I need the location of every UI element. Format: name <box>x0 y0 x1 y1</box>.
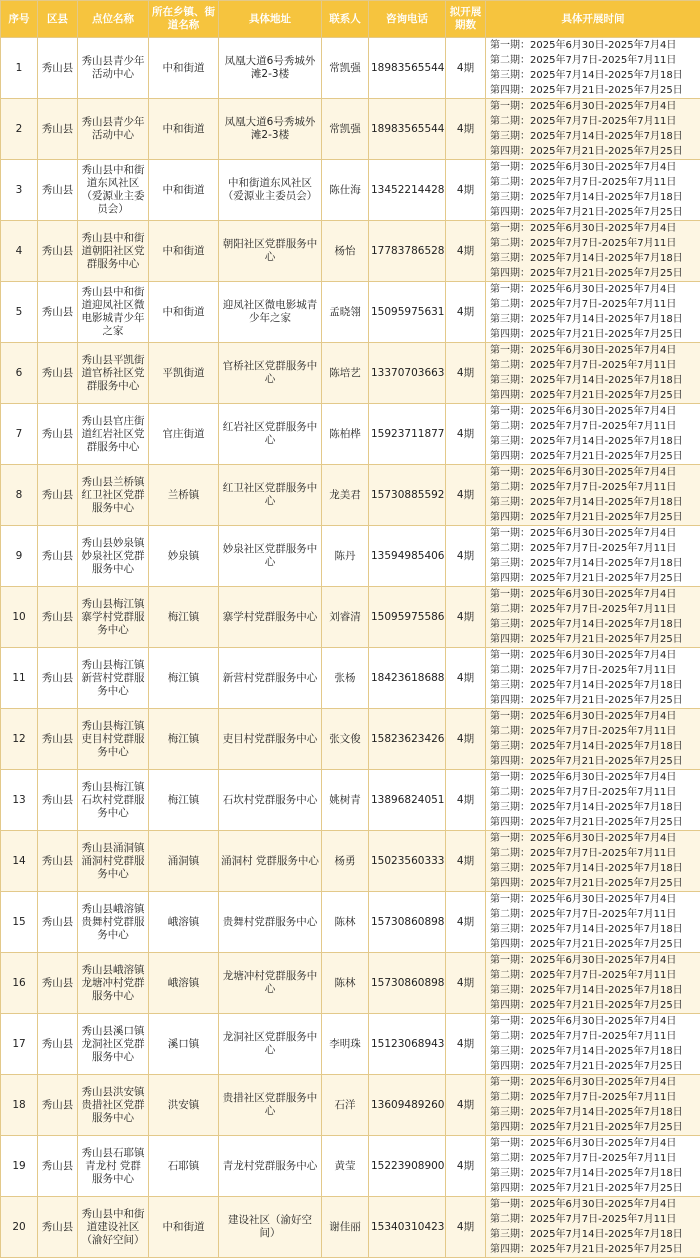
row-schedule <box>486 526 700 587</box>
schedule-period: 第三期：2025年7月14日-2025年7月18日 <box>490 800 700 815</box>
schedule-period: 第四期：2025年7月21日-2025年7月25日 <box>490 876 700 891</box>
row-schedule <box>486 831 700 892</box>
row-address: 迎凤社区微电影城青少年之家 <box>219 282 322 343</box>
row-contact: 张杨 <box>322 648 369 709</box>
table-row <box>1 1136 700 1197</box>
row-period-count: 4期 <box>446 648 486 709</box>
schedule-period: 第一期：2025年6月30日-2025年7月4日 <box>490 587 700 602</box>
schedule-period: 第四期：2025年7月21日-2025年7月25日 <box>490 571 700 586</box>
row-no: 16 <box>1 953 38 1014</box>
row-address: 龙洞社区党群服务中心 <box>219 1014 322 1075</box>
row-contact: 常凯强 <box>322 38 369 99</box>
row-county: 秀山县 <box>38 1197 78 1258</box>
row-phone: 15730885592 <box>369 465 446 526</box>
row-town: 涌洞镇 <box>149 831 219 892</box>
row-phone: 15923711877 <box>369 404 446 465</box>
schedule-period: 第一期：2025年6月30日-2025年7月4日 <box>490 1014 700 1029</box>
row-schedule <box>486 465 700 526</box>
row-site-name: 秀山县官庄街道红岩社区党群服务中心 <box>78 404 149 465</box>
row-site-name: 秀山县峨溶镇贵舞村党群服务中心 <box>78 892 149 953</box>
row-town: 平凯街道 <box>149 343 219 404</box>
row-county: 秀山县 <box>38 221 78 282</box>
row-phone: 13452214428 <box>369 160 446 221</box>
row-site-name: 秀山县平凯街道官桥社区党群服务中心 <box>78 343 149 404</box>
schedule-period: 第一期：2025年6月30日-2025年7月4日 <box>490 953 700 968</box>
schedule-period: 第一期：2025年6月30日-2025年7月4日 <box>490 892 700 907</box>
table-row <box>1 1075 700 1136</box>
schedule-period: 第一期：2025年6月30日-2025年7月4日 <box>490 160 700 175</box>
schedule-period: 第一期：2025年6月30日-2025年7月4日 <box>490 221 700 236</box>
row-site-name: 秀山县中和街道朝阳社区党群服务中心 <box>78 221 149 282</box>
row-phone: 15095975631 <box>369 282 446 343</box>
row-contact: 谢佳丽 <box>322 1197 369 1258</box>
row-town: 中和街道 <box>149 1197 219 1258</box>
row-contact: 常凯强 <box>322 99 369 160</box>
row-town: 峨溶镇 <box>149 953 219 1014</box>
schedule-period: 第一期：2025年6月30日-2025年7月4日 <box>490 343 700 358</box>
schedule-period: 第四期：2025年7月21日-2025年7月25日 <box>490 754 700 769</box>
table-row <box>1 38 700 99</box>
row-county: 秀山县 <box>38 892 78 953</box>
row-county: 秀山县 <box>38 160 78 221</box>
table-row <box>1 99 700 160</box>
row-county: 秀山县 <box>38 465 78 526</box>
row-town: 梅江镇 <box>149 648 219 709</box>
table-row <box>1 465 700 526</box>
schedule-period: 第一期：2025年6月30日-2025年7月4日 <box>490 709 700 724</box>
row-schedule <box>486 1014 700 1075</box>
row-phone: 15123068943 <box>369 1014 446 1075</box>
schedule-period: 第一期：2025年6月30日-2025年7月4日 <box>490 526 700 541</box>
row-phone: 13896824051 <box>369 770 446 831</box>
table-row <box>1 892 700 953</box>
row-county: 秀山县 <box>38 709 78 770</box>
row-town: 梅江镇 <box>149 709 219 770</box>
row-no: 9 <box>1 526 38 587</box>
row-contact: 陈丹 <box>322 526 369 587</box>
row-no: 19 <box>1 1136 38 1197</box>
row-period-count: 4期 <box>446 1014 486 1075</box>
row-town: 中和街道 <box>149 38 219 99</box>
row-no: 10 <box>1 587 38 648</box>
row-site-name: 秀山县石耶镇青龙村 党群服务中心 <box>78 1136 149 1197</box>
schedule-period: 第二期：2025年7月7日-2025年7月11日 <box>490 53 700 68</box>
row-county: 秀山县 <box>38 953 78 1014</box>
schedule-period: 第二期：2025年7月7日-2025年7月11日 <box>490 297 700 312</box>
row-phone: 17783786528 <box>369 221 446 282</box>
schedule-period: 第三期：2025年7月14日-2025年7月18日 <box>490 1227 700 1242</box>
row-phone: 15095975586 <box>369 587 446 648</box>
schedule-period: 第一期：2025年6月30日-2025年7月4日 <box>490 1075 700 1090</box>
schedule-period: 第二期：2025年7月7日-2025年7月11日 <box>490 1212 700 1227</box>
row-site-name: 秀山县中和街道建设社区（渝好空间） <box>78 1197 149 1258</box>
row-site-name: 秀山县洪安镇贵措社区党群服务中心 <box>78 1075 149 1136</box>
header-site-name: 点位名称 <box>78 1 149 38</box>
row-contact: 杨怡 <box>322 221 369 282</box>
row-phone: 15823623426 <box>369 709 446 770</box>
row-no: 1 <box>1 38 38 99</box>
row-schedule <box>486 648 700 709</box>
schedule-period: 第三期：2025年7月14日-2025年7月18日 <box>490 861 700 876</box>
row-phone: 15730860898 <box>369 892 446 953</box>
row-schedule <box>486 221 700 282</box>
schedule-period: 第二期：2025年7月7日-2025年7月11日 <box>490 846 700 861</box>
schedule-period: 第四期：2025年7月21日-2025年7月25日 <box>490 1242 700 1257</box>
row-no: 6 <box>1 343 38 404</box>
schedule-period: 第二期：2025年7月7日-2025年7月11日 <box>490 1029 700 1044</box>
row-county: 秀山县 <box>38 526 78 587</box>
row-town: 洪安镇 <box>149 1075 219 1136</box>
row-period-count: 4期 <box>446 99 486 160</box>
row-address: 寨学村党群服务中心 <box>219 587 322 648</box>
schedule-period: 第二期：2025年7月7日-2025年7月11日 <box>490 175 700 190</box>
schedule-period: 第四期：2025年7月21日-2025年7月25日 <box>490 266 700 281</box>
row-site-name: 秀山县梅江镇吏目村党群服务中心 <box>78 709 149 770</box>
table-row <box>1 282 700 343</box>
row-site-name: 秀山县梅江镇新营村党群服务中心 <box>78 648 149 709</box>
row-period-count: 4期 <box>446 1075 486 1136</box>
row-address: 凤凰大道6号秀城外滩2-3楼 <box>219 99 322 160</box>
row-site-name: 秀山县青少年活动中心 <box>78 99 149 160</box>
table-row <box>1 1014 700 1075</box>
row-town: 官庄街道 <box>149 404 219 465</box>
row-contact: 李明珠 <box>322 1014 369 1075</box>
row-phone: 13594985406 <box>369 526 446 587</box>
row-no: 20 <box>1 1197 38 1258</box>
schedule-period: 第三期：2025年7月14日-2025年7月18日 <box>490 190 700 205</box>
row-no: 18 <box>1 1075 38 1136</box>
row-phone: 15730860898 <box>369 953 446 1014</box>
schedule-period: 第四期：2025年7月21日-2025年7月25日 <box>490 937 700 952</box>
schedule-period: 第四期：2025年7月21日-2025年7月25日 <box>490 998 700 1013</box>
schedule-period: 第二期：2025年7月7日-2025年7月11日 <box>490 663 700 678</box>
schedule-period: 第一期：2025年6月30日-2025年7月4日 <box>490 831 700 846</box>
schedule-period: 第三期：2025年7月14日-2025年7月18日 <box>490 373 700 388</box>
row-period-count: 4期 <box>446 221 486 282</box>
row-no: 12 <box>1 709 38 770</box>
schedule-period: 第二期：2025年7月7日-2025年7月11日 <box>490 358 700 373</box>
row-site-name: 秀山县梅江镇寨学村党群服务中心 <box>78 587 149 648</box>
schedule-period: 第一期：2025年6月30日-2025年7月4日 <box>490 770 700 785</box>
row-address: 妙泉社区党群服务中心 <box>219 526 322 587</box>
row-phone: 15223908900 <box>369 1136 446 1197</box>
row-town: 峨溶镇 <box>149 892 219 953</box>
row-no: 8 <box>1 465 38 526</box>
row-schedule <box>486 709 700 770</box>
row-contact: 陈林 <box>322 953 369 1014</box>
schedule-period: 第三期：2025年7月14日-2025年7月18日 <box>490 983 700 998</box>
schedule-period: 第三期：2025年7月14日-2025年7月18日 <box>490 434 700 449</box>
row-county: 秀山县 <box>38 1014 78 1075</box>
row-phone: 13370703663 <box>369 343 446 404</box>
table-row <box>1 709 700 770</box>
row-county: 秀山县 <box>38 282 78 343</box>
row-site-name: 秀山县中和街道迎凤社区微电影城青少年之家 <box>78 282 149 343</box>
row-address: 龙塘冲村党群服务中心 <box>219 953 322 1014</box>
schedule-period: 第二期：2025年7月7日-2025年7月11日 <box>490 480 700 495</box>
row-schedule <box>486 587 700 648</box>
schedule-period: 第三期：2025年7月14日-2025年7月18日 <box>490 1044 700 1059</box>
row-address: 涌洞村 党群服务中心 <box>219 831 322 892</box>
row-county: 秀山县 <box>38 831 78 892</box>
schedule-period: 第二期：2025年7月7日-2025年7月11日 <box>490 1151 700 1166</box>
schedule-period: 第一期：2025年6月30日-2025年7月4日 <box>490 1136 700 1151</box>
row-schedule <box>486 1136 700 1197</box>
row-address: 红卫社区党群服务中心 <box>219 465 322 526</box>
table-row <box>1 526 700 587</box>
row-period-count: 4期 <box>446 38 486 99</box>
row-schedule <box>486 160 700 221</box>
header-phone: 咨询电话 <box>369 1 446 38</box>
schedule-period: 第三期：2025年7月14日-2025年7月18日 <box>490 922 700 937</box>
row-site-name: 秀山县峨溶镇龙塘冲村党群服务中心 <box>78 953 149 1014</box>
row-schedule <box>486 343 700 404</box>
schedule-period: 第二期：2025年7月7日-2025年7月11日 <box>490 785 700 800</box>
row-no: 5 <box>1 282 38 343</box>
schedule-period: 第二期：2025年7月7日-2025年7月11日 <box>490 236 700 251</box>
schedule-period: 第三期：2025年7月14日-2025年7月18日 <box>490 1105 700 1120</box>
row-no: 3 <box>1 160 38 221</box>
schedule-period: 第四期：2025年7月21日-2025年7月25日 <box>490 327 700 342</box>
schedule-period: 第四期：2025年7月21日-2025年7月25日 <box>490 693 700 708</box>
schedule-period: 第二期：2025年7月7日-2025年7月11日 <box>490 114 700 129</box>
row-address: 凤凰大道6号秀城外滩2-3楼 <box>219 38 322 99</box>
schedule-period: 第三期：2025年7月14日-2025年7月18日 <box>490 678 700 693</box>
row-site-name: 秀山县溪口镇龙洞社区党群服务中心 <box>78 1014 149 1075</box>
row-site-name: 秀山县中和街道东风社区（爱源业主委员会） <box>78 160 149 221</box>
schedule-period: 第四期：2025年7月21日-2025年7月25日 <box>490 815 700 830</box>
row-schedule <box>486 953 700 1014</box>
row-county: 秀山县 <box>38 99 78 160</box>
schedule-period: 第一期：2025年6月30日-2025年7月4日 <box>490 404 700 419</box>
schedule-period: 第二期：2025年7月7日-2025年7月11日 <box>490 907 700 922</box>
row-contact: 刘睿清 <box>322 587 369 648</box>
row-contact: 陈林 <box>322 892 369 953</box>
row-period-count: 4期 <box>446 587 486 648</box>
row-contact: 张文俊 <box>322 709 369 770</box>
row-contact: 陈培艺 <box>322 343 369 404</box>
row-phone: 15340310423 <box>369 1197 446 1258</box>
schedule-period: 第三期：2025年7月14日-2025年7月18日 <box>490 556 700 571</box>
table-row <box>1 1197 700 1258</box>
row-town: 中和街道 <box>149 221 219 282</box>
header-address: 具体地址 <box>219 1 322 38</box>
schedule-period: 第三期：2025年7月14日-2025年7月18日 <box>490 251 700 266</box>
row-town: 梅江镇 <box>149 770 219 831</box>
row-county: 秀山县 <box>38 1136 78 1197</box>
schedule-period: 第一期：2025年6月30日-2025年7月4日 <box>490 1197 700 1212</box>
row-county: 秀山县 <box>38 587 78 648</box>
row-town: 石耶镇 <box>149 1136 219 1197</box>
row-site-name: 秀山县涌洞镇涌洞村党群服务中心 <box>78 831 149 892</box>
row-town: 溪口镇 <box>149 1014 219 1075</box>
row-address: 红岩社区党群服务中心 <box>219 404 322 465</box>
schedule-period: 第一期：2025年6月30日-2025年7月4日 <box>490 282 700 297</box>
schedule-period: 第二期：2025年7月7日-2025年7月11日 <box>490 541 700 556</box>
row-address: 官桥社区党群服务中心 <box>219 343 322 404</box>
row-phone: 18423618688 <box>369 648 446 709</box>
row-county: 秀山县 <box>38 648 78 709</box>
schedule-period: 第四期：2025年7月21日-2025年7月25日 <box>490 144 700 159</box>
schedule-period: 第四期：2025年7月21日-2025年7月25日 <box>490 1181 700 1196</box>
row-address: 石坎村党群服务中心 <box>219 770 322 831</box>
header-no: 序号 <box>1 1 38 38</box>
row-phone: 18983565544 <box>369 99 446 160</box>
row-no: 13 <box>1 770 38 831</box>
row-county: 秀山县 <box>38 770 78 831</box>
table-row <box>1 587 700 648</box>
row-period-count: 4期 <box>446 831 486 892</box>
header-contact: 联系人 <box>322 1 369 38</box>
header-town: 所在乡镇、街道名称 <box>149 1 219 38</box>
table-row <box>1 343 700 404</box>
schedule-period: 第一期：2025年6月30日-2025年7月4日 <box>490 38 700 53</box>
table-row <box>1 831 700 892</box>
schedule-period: 第四期：2025年7月21日-2025年7月25日 <box>490 1120 700 1135</box>
row-no: 2 <box>1 99 38 160</box>
row-site-name: 秀山县青少年活动中心 <box>78 38 149 99</box>
row-address: 贵措社区党群服务中心 <box>219 1075 322 1136</box>
row-period-count: 4期 <box>446 770 486 831</box>
row-contact: 孟晓翎 <box>322 282 369 343</box>
row-address: 中和街道东风社区（爱源业主委员会） <box>219 160 322 221</box>
row-town: 梅江镇 <box>149 587 219 648</box>
row-town: 中和街道 <box>149 160 219 221</box>
row-period-count: 4期 <box>446 1136 486 1197</box>
row-period-count: 4期 <box>446 709 486 770</box>
row-no: 15 <box>1 892 38 953</box>
schedule-period: 第一期：2025年6月30日-2025年7月4日 <box>490 465 700 480</box>
row-contact: 黄莹 <box>322 1136 369 1197</box>
schedule-period: 第四期：2025年7月21日-2025年7月25日 <box>490 1059 700 1074</box>
row-address: 贵舞村党群服务中心 <box>219 892 322 953</box>
row-town: 兰桥镇 <box>149 465 219 526</box>
schedule-period: 第二期：2025年7月7日-2025年7月11日 <box>490 1090 700 1105</box>
schedule-period: 第二期：2025年7月7日-2025年7月11日 <box>490 419 700 434</box>
table-row <box>1 770 700 831</box>
row-phone: 15023560333 <box>369 831 446 892</box>
header-schedule: 具体开展时间 <box>486 1 700 38</box>
table-row <box>1 953 700 1014</box>
schedule-period: 第三期：2025年7月14日-2025年7月18日 <box>490 312 700 327</box>
row-schedule <box>486 99 700 160</box>
row-period-count: 4期 <box>446 404 486 465</box>
schedule-period: 第二期：2025年7月7日-2025年7月11日 <box>490 724 700 739</box>
row-contact: 石洋 <box>322 1075 369 1136</box>
row-period-count: 4期 <box>446 1197 486 1258</box>
row-town: 中和街道 <box>149 99 219 160</box>
schedule-period: 第一期：2025年6月30日-2025年7月4日 <box>490 99 700 114</box>
row-address: 建设社区（渝好空间） <box>219 1197 322 1258</box>
schedule-period: 第二期：2025年7月7日-2025年7月11日 <box>490 602 700 617</box>
row-contact: 姚树青 <box>322 770 369 831</box>
row-period-count: 4期 <box>446 282 486 343</box>
schedule-period: 第三期：2025年7月14日-2025年7月18日 <box>490 495 700 510</box>
row-schedule <box>486 282 700 343</box>
table-row <box>1 160 700 221</box>
row-county: 秀山县 <box>38 404 78 465</box>
row-address: 青龙村党群服务中心 <box>219 1136 322 1197</box>
row-site-name: 秀山县梅江镇石坎村党群服务中心 <box>78 770 149 831</box>
row-no: 14 <box>1 831 38 892</box>
row-period-count: 4期 <box>446 892 486 953</box>
row-address: 吏目村党群服务中心 <box>219 709 322 770</box>
schedule-period: 第四期：2025年7月21日-2025年7月25日 <box>490 510 700 525</box>
schedule-period: 第一期：2025年6月30日-2025年7月4日 <box>490 648 700 663</box>
header-county: 区县 <box>38 1 78 38</box>
row-no: 11 <box>1 648 38 709</box>
table-row <box>1 648 700 709</box>
row-period-count: 4期 <box>446 953 486 1014</box>
row-schedule <box>486 1075 700 1136</box>
schedule-period: 第四期：2025年7月21日-2025年7月25日 <box>490 205 700 220</box>
row-town: 中和街道 <box>149 282 219 343</box>
row-county: 秀山县 <box>38 1075 78 1136</box>
row-period-count: 4期 <box>446 526 486 587</box>
row-county: 秀山县 <box>38 343 78 404</box>
table-row <box>1 221 700 282</box>
row-site-name: 秀山县兰桥镇红卫社区党群服务中心 <box>78 465 149 526</box>
row-schedule <box>486 770 700 831</box>
schedule-period: 第三期：2025年7月14日-2025年7月18日 <box>490 129 700 144</box>
header-period-count: 拟开展期数 <box>446 1 486 38</box>
row-no: 7 <box>1 404 38 465</box>
row-schedule <box>486 1197 700 1258</box>
row-address: 新营村党群服务中心 <box>219 648 322 709</box>
row-schedule <box>486 404 700 465</box>
schedule-period: 第二期：2025年7月7日-2025年7月11日 <box>490 968 700 983</box>
row-contact: 杨勇 <box>322 831 369 892</box>
row-period-count: 4期 <box>446 465 486 526</box>
row-contact: 陈仕海 <box>322 160 369 221</box>
schedule-period: 第三期：2025年7月14日-2025年7月18日 <box>490 68 700 83</box>
schedule-period: 第四期：2025年7月21日-2025年7月25日 <box>490 388 700 403</box>
row-period-count: 4期 <box>446 343 486 404</box>
row-schedule <box>486 38 700 99</box>
row-county: 秀山县 <box>38 38 78 99</box>
schedule-period: 第三期：2025年7月14日-2025年7月18日 <box>490 617 700 632</box>
table-header-row <box>1 1 700 38</box>
row-schedule <box>486 892 700 953</box>
schedule-period: 第四期：2025年7月21日-2025年7月25日 <box>490 449 700 464</box>
schedule-period: 第四期：2025年7月21日-2025年7月25日 <box>490 632 700 647</box>
row-no: 4 <box>1 221 38 282</box>
row-contact: 陈柏桦 <box>322 404 369 465</box>
row-site-name: 秀山县妙泉镇妙泉社区党群服务中心 <box>78 526 149 587</box>
row-no: 17 <box>1 1014 38 1075</box>
row-town: 妙泉镇 <box>149 526 219 587</box>
schedule-period: 第四期：2025年7月21日-2025年7月25日 <box>490 83 700 98</box>
row-phone: 18983565544 <box>369 38 446 99</box>
row-phone: 13609489260 <box>369 1075 446 1136</box>
row-period-count: 4期 <box>446 160 486 221</box>
table-row <box>1 404 700 465</box>
row-contact: 龙美君 <box>322 465 369 526</box>
row-address: 朝阳社区党群服务中心 <box>219 221 322 282</box>
schedule-period: 第三期：2025年7月14日-2025年7月18日 <box>490 1166 700 1181</box>
schedule-period: 第三期：2025年7月14日-2025年7月18日 <box>490 739 700 754</box>
